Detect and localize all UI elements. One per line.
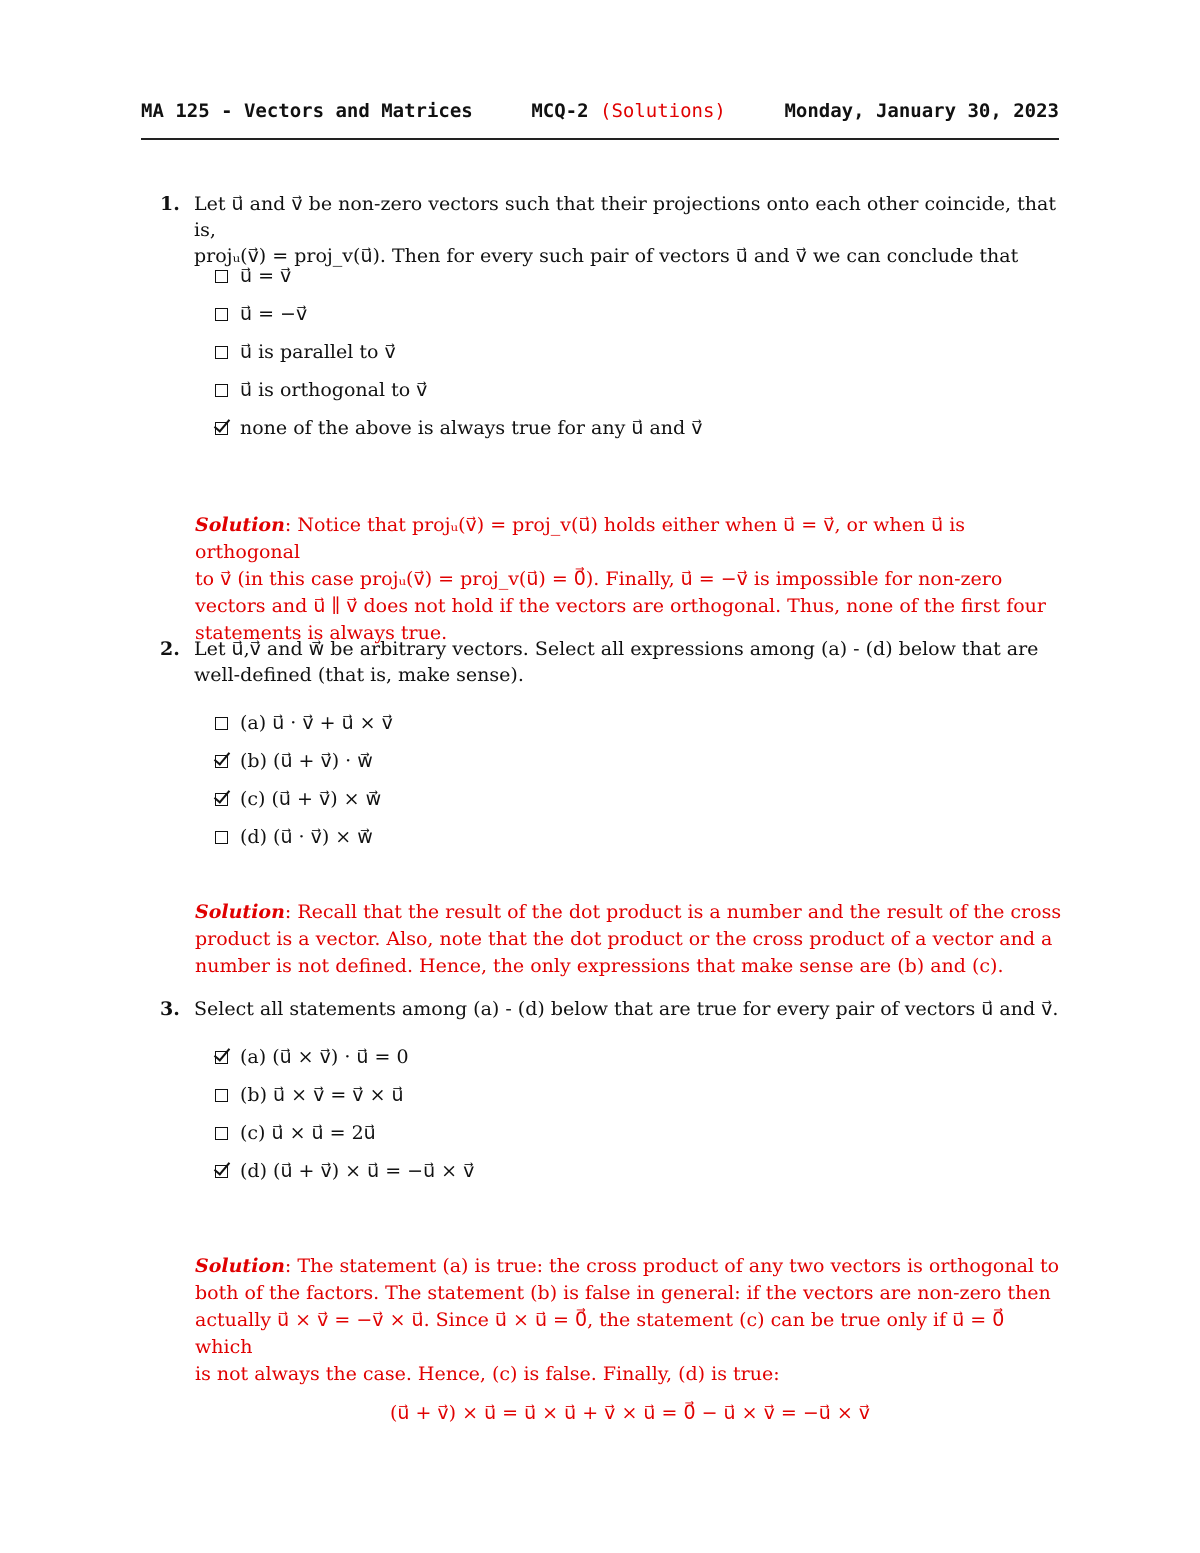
q2-option-b[interactable] <box>215 742 393 780</box>
option-label: u⃗ is parallel to v⃗ <box>240 341 396 363</box>
solutions-tag: (Solutions) <box>600 100 726 122</box>
option-label: (c) (u⃗ + v⃗) × w⃗ <box>240 788 382 810</box>
q3-options <box>215 1038 474 1190</box>
solution-line: vectors and u⃗ ∥ v⃗ does not hold if the vectors are orthogonal. Thus, none of the first four <box>195 595 1046 617</box>
test-name: MCQ-2 <box>531 100 589 122</box>
solution-label: Solution <box>195 514 285 536</box>
option-label: (a) (u⃗ × v⃗) · u⃗ = 0 <box>240 1046 409 1068</box>
q1-option-1[interactable] <box>215 257 702 295</box>
option-label: (c) u⃗ × u⃗ = 2u⃗ <box>240 1122 376 1144</box>
q3-option-c[interactable] <box>215 1114 474 1152</box>
q1-options <box>215 257 702 447</box>
question-line: projᵤ(v⃗) = proj_v(u⃗). Then for every such pair of vectors u⃗ and v⃗ we can conclude that <box>194 245 1019 267</box>
solution-line: product is a vector. Also, note that the dot product or the cross product of a vector and a <box>195 928 1053 950</box>
checkbox-icon[interactable] <box>215 384 228 397</box>
solution-line: both of the factors. The statement (b) is false in general: if the vectors are non-zero then <box>195 1282 1051 1304</box>
option-label: u⃗ = −v⃗ <box>240 303 308 325</box>
course-title: MA 125 - Vectors and Matrices <box>141 100 473 122</box>
q1-solution <box>195 512 1065 647</box>
option-label: (d) (u⃗ + v⃗) × u⃗ = −u⃗ × v⃗ <box>240 1160 475 1182</box>
q2-options <box>215 704 393 856</box>
question-text <box>194 636 1060 688</box>
q1-option-5[interactable] <box>215 409 702 447</box>
q3-solution <box>195 1253 1065 1427</box>
solution-line: number is not defined. Hence, the only expressions that make sense are (b) and (c). <box>195 955 1004 977</box>
solution-text: : Recall that the result of the dot product is a number and the result of the cross <box>284 901 1062 923</box>
option-label: (a) u⃗ · v⃗ + u⃗ × v⃗ <box>240 712 393 734</box>
checked-checkbox-icon[interactable] <box>215 1051 228 1064</box>
solution-line <box>195 899 1065 926</box>
question-line: Select all statements among (a) - (d) below that are true for every pair of vectors u⃗ and v⃗. <box>194 998 1059 1020</box>
checkbox-icon[interactable] <box>215 308 228 321</box>
option-label: none of the above is always true for any u⃗ and v⃗ <box>240 417 703 439</box>
checkbox-icon[interactable] <box>215 831 228 844</box>
question-number: 1. <box>160 193 180 215</box>
q1-option-4[interactable] <box>215 371 702 409</box>
question-number: 3. <box>160 998 180 1020</box>
final-equation: (u⃗ + v⃗) × u⃗ = u⃗ × u⃗ + v⃗ × u⃗ = 0⃗ − u⃗ × v⃗ = −u⃗ × v⃗ <box>389 1402 871 1424</box>
solution-label: Solution <box>195 901 285 923</box>
test-title <box>531 100 726 122</box>
solution-line <box>195 1253 1065 1280</box>
question-line: Let u⃗ and v⃗ be non-zero vectors such that their projections onto each other coincide, that is, <box>194 193 1056 241</box>
option-label: u⃗ = v⃗ <box>240 265 292 287</box>
checked-checkbox-icon[interactable] <box>215 422 228 435</box>
solution-text: : The statement (a) is true: the cross product of any two vectors is orthogonal to <box>284 1255 1060 1277</box>
checkbox-icon[interactable] <box>215 1127 228 1140</box>
checked-checkbox-icon[interactable] <box>215 1165 228 1178</box>
solution-line: to v⃗ (in this case projᵤ(v⃗) = proj_v(u⃗) = 0⃗). Finally, u⃗ = −v⃗ is impossible for non-zero <box>195 568 1003 590</box>
solution-label: Solution <box>195 1255 285 1277</box>
q2-option-d[interactable] <box>215 818 393 856</box>
question-text <box>194 996 1060 1022</box>
solution-line: statements is always true. <box>195 622 448 644</box>
option-label: u⃗ is orthogonal to v⃗ <box>240 379 428 401</box>
option-label: (b) (u⃗ + v⃗) · w⃗ <box>240 750 373 772</box>
page-header <box>141 100 1059 122</box>
checkbox-icon[interactable] <box>215 346 228 359</box>
solution-line: actually u⃗ × v⃗ = −v⃗ × u⃗. Since u⃗ × u⃗ = 0⃗, the statement (c) can be true only if u⃗ = 0⃗ which <box>195 1309 1005 1358</box>
exam-date: Monday, January 30, 2023 <box>784 100 1059 122</box>
q3-option-b[interactable] <box>215 1076 474 1114</box>
solution-text: : Notice that projᵤ(v⃗) = proj_v(u⃗) holds either when u⃗ = v⃗, or when u⃗ is orthogonal <box>195 514 966 563</box>
option-label: (d) (u⃗ · v⃗) × w⃗ <box>240 826 373 848</box>
option-label: (b) u⃗ × v⃗ = v⃗ × u⃗ <box>240 1084 404 1106</box>
solution-line <box>195 512 1065 566</box>
header-rule <box>141 138 1059 140</box>
q3-option-d[interactable] <box>215 1152 474 1190</box>
question-number: 2. <box>160 638 180 660</box>
question-3 <box>160 996 1060 1022</box>
solution-line: is not always the case. Hence, (c) is false. Finally, (d) is true: <box>195 1363 780 1385</box>
question-2 <box>160 636 1060 688</box>
question-line: Let u⃗,v⃗ and w⃗ be arbitrary vectors. Select all expressions among (a) - (d) below that are <box>194 638 1039 660</box>
q1-option-2[interactable] <box>215 295 702 333</box>
q2-solution <box>195 899 1065 980</box>
checkbox-icon[interactable] <box>215 717 228 730</box>
checkbox-icon[interactable] <box>215 1089 228 1102</box>
q1-option-3[interactable] <box>215 333 702 371</box>
question-line: well-defined (that is, make sense). <box>194 664 524 686</box>
checkbox-icon[interactable] <box>215 270 228 283</box>
q2-option-a[interactable] <box>215 704 393 742</box>
q2-option-c[interactable] <box>215 780 393 818</box>
q3-option-a[interactable] <box>215 1038 474 1076</box>
checked-checkbox-icon[interactable] <box>215 793 228 806</box>
checked-checkbox-icon[interactable] <box>215 755 228 768</box>
